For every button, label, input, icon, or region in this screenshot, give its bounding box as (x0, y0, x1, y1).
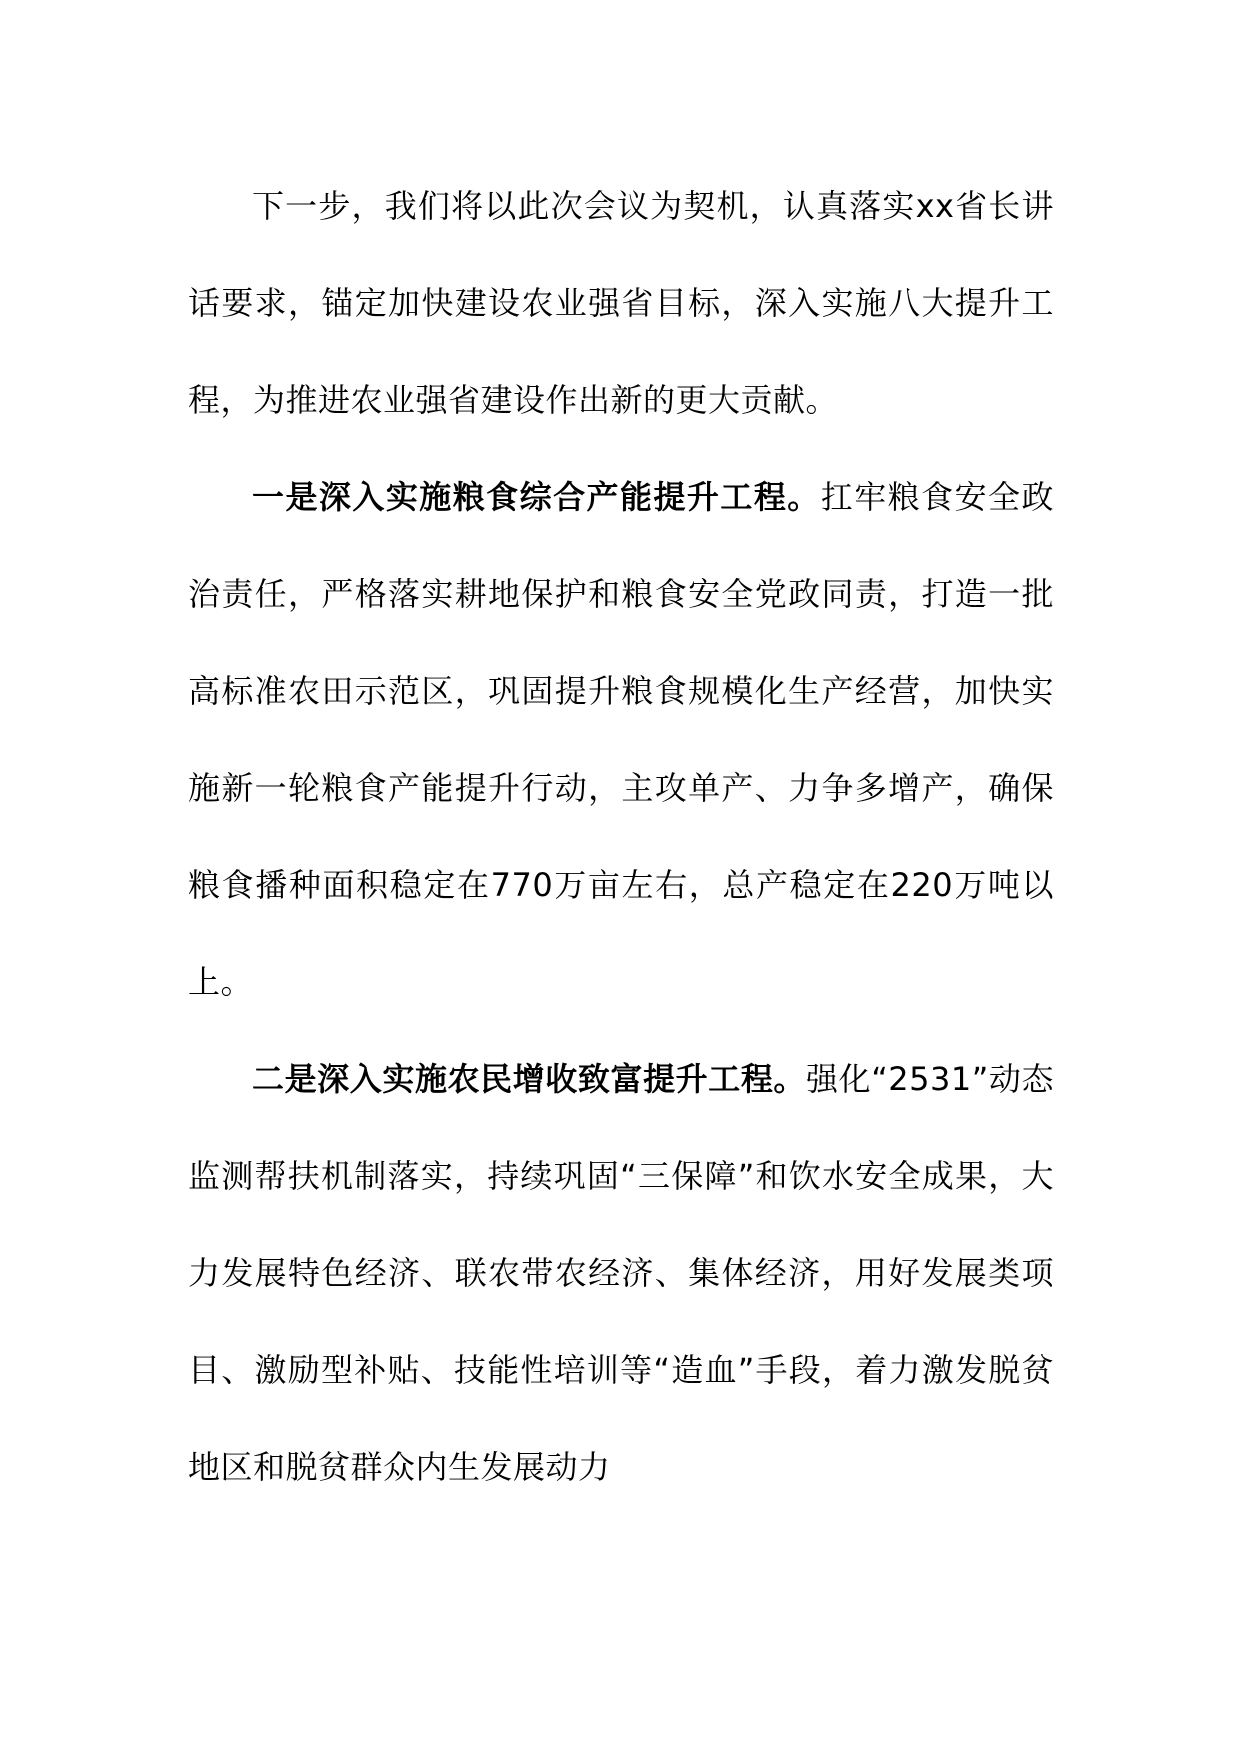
paragraph-grain-capacity (188, 449, 1054, 1031)
paragraph-body: 强化“2531”动态监测帮扶机制落实，持续巩固“三保障”和饮水安全成果，大力发展特色经济、联农带农经济、集体经济，用好发展类项目、激励型补贴、技能性培训等“造血”手段，着力激发脱贫地区和脱贫群众内生发展动力 (188, 1060, 1054, 1486)
paragraph-farmer-income (188, 1031, 1054, 1516)
paragraph-lead: 二是深入实施农民增收致富提升工程。 (252, 1060, 807, 1098)
paragraph-lead: 一是深入实施粮食综合产能提升工程。 (252, 478, 821, 516)
paragraph-body: 扛牢粮食安全政治责任，严格落实耕地保护和粮食安全党政同责，打造一批高标准农田示范区，巩固提升粮食规模化生产经营，加快实施新一轮粮食产能提升行动，主攻单产、力争多增产，确保粮食播种面积稳定在770万亩左右，总产稳定在220万吨以上。 (188, 478, 1054, 1001)
paragraph-next-steps (188, 158, 1054, 449)
paragraph-body: 下一步，我们将以此次会议为契机，认真落实xx省长讲话要求，锚定加快建设农业强省目标，深入实施八大提升工程，为推进农业强省建设作出新的更大贡献。 (188, 187, 1054, 419)
